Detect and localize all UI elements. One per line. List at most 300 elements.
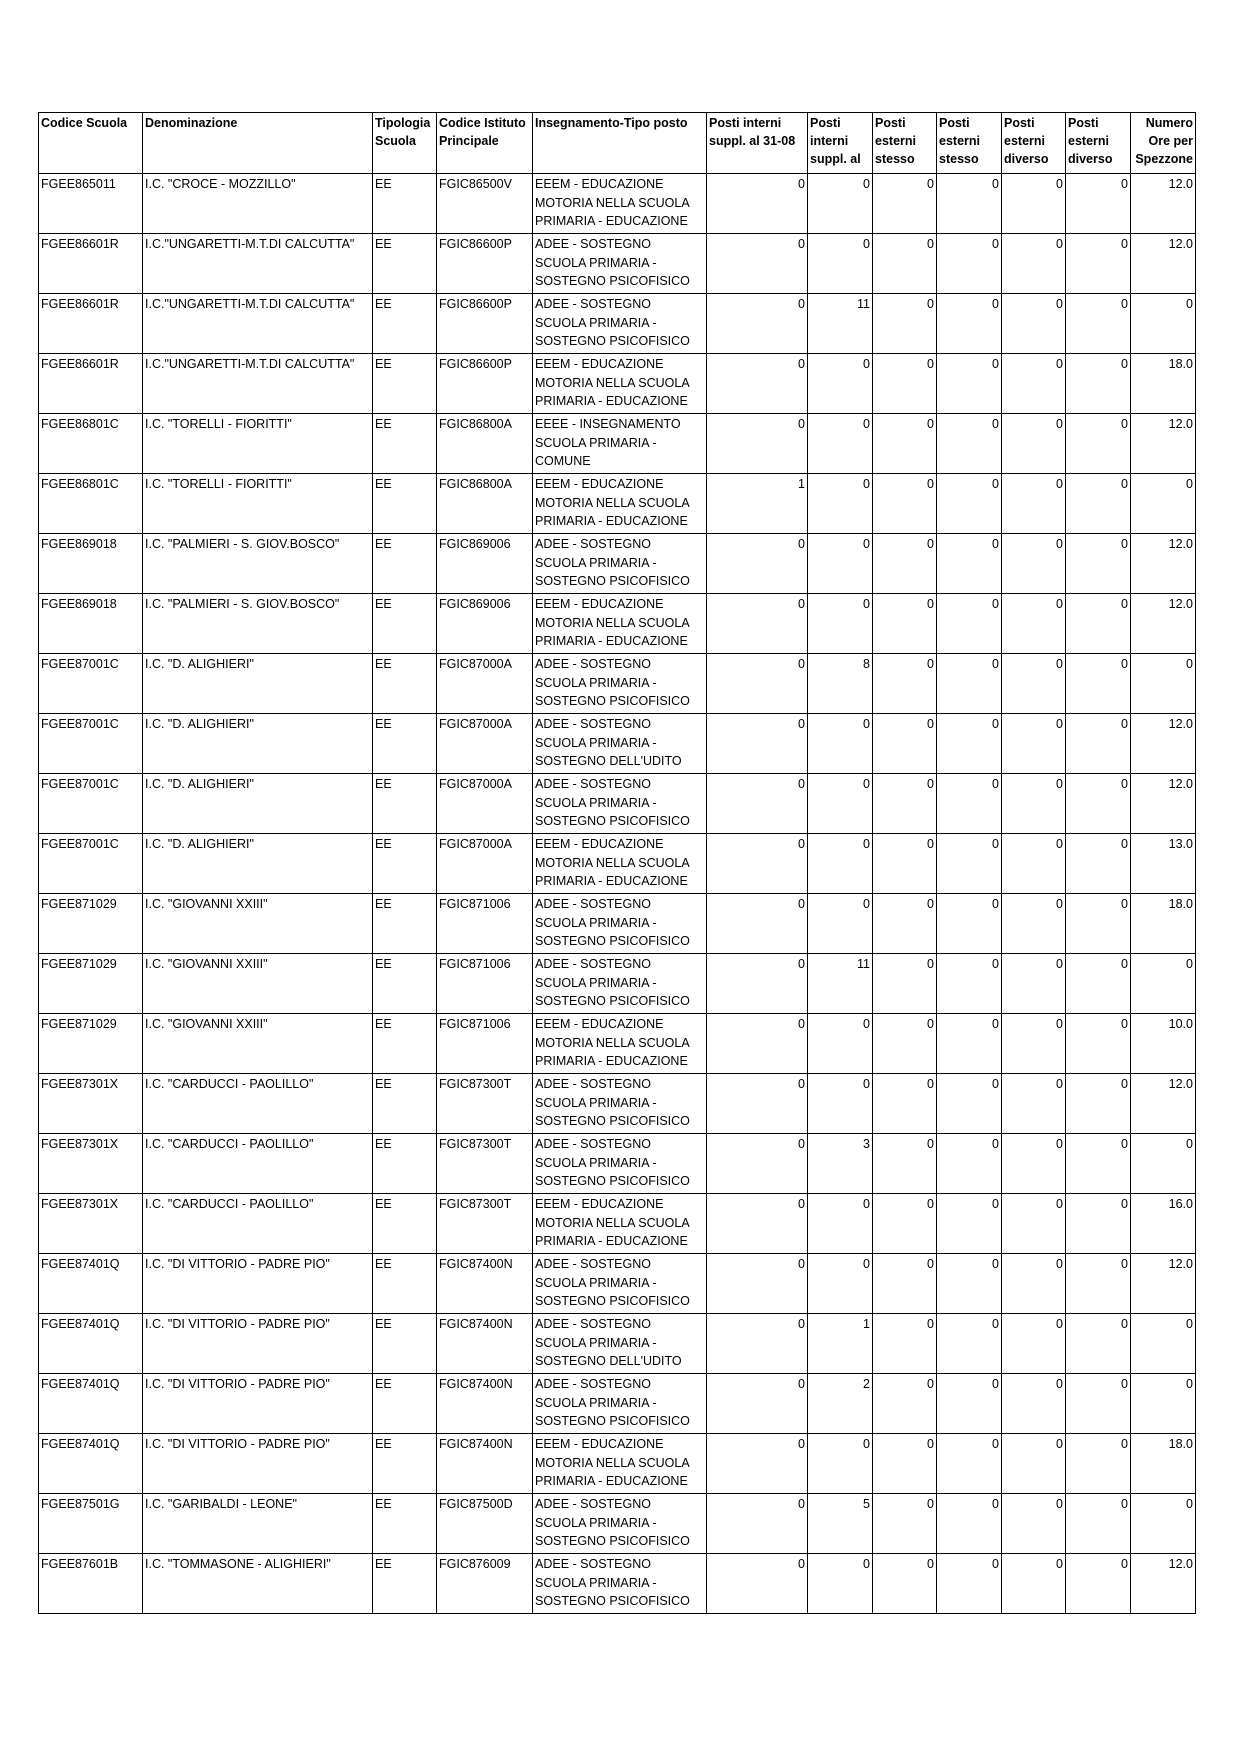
cell-codice-istituto: FGIC871006 — [437, 1014, 533, 1074]
table-row — [39, 1194, 1196, 1254]
cell-posti-interni-3108: 0 — [707, 354, 808, 414]
cell-posti-esterni-diverso-1: 0 — [1002, 474, 1066, 534]
cell-posti-esterni-stesso-2: 0 — [937, 894, 1002, 954]
cell-codice-scuola: FGEE865011 — [39, 174, 143, 234]
cell-posti-esterni-stesso-1: 0 — [873, 414, 937, 474]
table-row — [39, 354, 1196, 414]
cell-posti-esterni-diverso-2: 0 — [1066, 594, 1131, 654]
cell-posti-interni-3108: 0 — [707, 1314, 808, 1374]
cell-numero-ore: 0 — [1131, 1494, 1196, 1554]
cell-posti-esterni-diverso-1: 0 — [1002, 1494, 1066, 1554]
cell-posti-esterni-stesso-2: 0 — [937, 714, 1002, 774]
cell-posti-esterni-diverso-2: 0 — [1066, 1374, 1131, 1434]
cell-posti-esterni-stesso-2: 0 — [937, 474, 1002, 534]
cell-posti-esterni-diverso-2: 0 — [1066, 654, 1131, 714]
cell-posti-esterni-stesso-2: 0 — [937, 594, 1002, 654]
cell-posti-esterni-stesso-1: 0 — [873, 714, 937, 774]
cell-posti-interni-3108: 0 — [707, 774, 808, 834]
cell-posti-interni-3108: 0 — [707, 174, 808, 234]
cell-posti-esterni-diverso-2: 0 — [1066, 354, 1131, 414]
cell-posti-esterni-diverso-2: 0 — [1066, 1494, 1131, 1554]
cell-posti-interni-3108: 0 — [707, 894, 808, 954]
table-row — [39, 1434, 1196, 1494]
cell-codice-scuola: FGEE87001C — [39, 654, 143, 714]
cell-denominazione: I.C. "PALMIERI - S. GIOV.BOSCO" — [143, 534, 373, 594]
cell-insegnamento: EEEM - EDUCAZIONE MOTORIA NELLA SCUOLA PRIMARIA - EDUCAZIONE — [533, 174, 707, 234]
table-row — [39, 1134, 1196, 1194]
cell-posti-esterni-stesso-2: 0 — [937, 294, 1002, 354]
cell-numero-ore: 12.0 — [1131, 1074, 1196, 1134]
cell-posti-esterni-stesso-2: 0 — [937, 534, 1002, 594]
cell-tipologia: EE — [373, 774, 437, 834]
cell-numero-ore: 16.0 — [1131, 1194, 1196, 1254]
cell-insegnamento: ADEE - SOSTEGNO SCUOLA PRIMARIA - SOSTEGNO DELL'UDITO — [533, 714, 707, 774]
cell-tipologia: EE — [373, 474, 437, 534]
cell-posti-interni: 0 — [808, 354, 873, 414]
header-row — [39, 113, 1196, 174]
cell-codice-scuola: FGEE86601R — [39, 294, 143, 354]
cell-posti-esterni-diverso-1: 0 — [1002, 294, 1066, 354]
column-header-posti-esterni-diverso-1: Posti esterni diverso — [1002, 113, 1066, 174]
cell-numero-ore: 18.0 — [1131, 894, 1196, 954]
cell-denominazione: I.C. "CARDUCCI - PAOLILLO" — [143, 1194, 373, 1254]
cell-insegnamento: ADEE - SOSTEGNO SCUOLA PRIMARIA - SOSTEGNO PSICOFISICO — [533, 954, 707, 1014]
cell-posti-esterni-diverso-1: 0 — [1002, 774, 1066, 834]
table-row — [39, 1374, 1196, 1434]
cell-posti-interni: 5 — [808, 1494, 873, 1554]
cell-numero-ore: 0 — [1131, 654, 1196, 714]
cell-posti-interni: 0 — [808, 894, 873, 954]
cell-posti-esterni-diverso-2: 0 — [1066, 1254, 1131, 1314]
cell-posti-esterni-diverso-1: 0 — [1002, 1374, 1066, 1434]
cell-posti-esterni-stesso-2: 0 — [937, 1494, 1002, 1554]
table-row — [39, 1494, 1196, 1554]
cell-posti-esterni-diverso-1: 0 — [1002, 1254, 1066, 1314]
cell-posti-interni: 3 — [808, 1134, 873, 1194]
cell-denominazione: I.C. "TORELLI - FIORITTI" — [143, 414, 373, 474]
cell-codice-istituto: FGIC87300T — [437, 1134, 533, 1194]
cell-tipologia: EE — [373, 174, 437, 234]
cell-posti-esterni-diverso-1: 0 — [1002, 1134, 1066, 1194]
cell-tipologia: EE — [373, 1374, 437, 1434]
cell-posti-interni: 0 — [808, 414, 873, 474]
cell-posti-esterni-diverso-1: 0 — [1002, 1194, 1066, 1254]
cell-codice-scuola: FGEE87301X — [39, 1134, 143, 1194]
cell-posti-interni-3108: 0 — [707, 714, 808, 774]
cell-posti-interni-3108: 0 — [707, 294, 808, 354]
cell-posti-esterni-stesso-1: 0 — [873, 1554, 937, 1614]
cell-numero-ore: 12.0 — [1131, 174, 1196, 234]
cell-posti-esterni-stesso-1: 0 — [873, 354, 937, 414]
cell-posti-esterni-diverso-2: 0 — [1066, 894, 1131, 954]
cell-posti-esterni-stesso-1: 0 — [873, 954, 937, 1014]
positions-table — [38, 112, 1196, 1614]
cell-numero-ore: 10.0 — [1131, 1014, 1196, 1074]
table-row — [39, 834, 1196, 894]
cell-denominazione: I.C. "TORELLI - FIORITTI" — [143, 474, 373, 534]
cell-numero-ore: 18.0 — [1131, 354, 1196, 414]
cell-posti-esterni-diverso-2: 0 — [1066, 1554, 1131, 1614]
cell-insegnamento: EEEE - INSEGNAMENTO SCUOLA PRIMARIA - COMUNE — [533, 414, 707, 474]
cell-posti-esterni-diverso-1: 0 — [1002, 1074, 1066, 1134]
table-row — [39, 1254, 1196, 1314]
cell-codice-scuola: FGEE869018 — [39, 594, 143, 654]
cell-posti-esterni-diverso-1: 0 — [1002, 1314, 1066, 1374]
cell-posti-esterni-diverso-2: 0 — [1066, 234, 1131, 294]
cell-insegnamento: EEEM - EDUCAZIONE MOTORIA NELLA SCUOLA PRIMARIA - EDUCAZIONE — [533, 354, 707, 414]
cell-denominazione: I.C. "DI VITTORIO - PADRE PIO" — [143, 1374, 373, 1434]
cell-posti-esterni-stesso-2: 0 — [937, 414, 1002, 474]
cell-posti-esterni-stesso-2: 0 — [937, 1254, 1002, 1314]
cell-insegnamento: EEEM - EDUCAZIONE MOTORIA NELLA SCUOLA PRIMARIA - EDUCAZIONE — [533, 1434, 707, 1494]
cell-posti-interni-3108: 1 — [707, 474, 808, 534]
cell-tipologia: EE — [373, 654, 437, 714]
table-row — [39, 534, 1196, 594]
cell-posti-interni: 8 — [808, 654, 873, 714]
cell-numero-ore: 13.0 — [1131, 834, 1196, 894]
cell-posti-esterni-stesso-2: 0 — [937, 1134, 1002, 1194]
cell-tipologia: EE — [373, 1494, 437, 1554]
cell-insegnamento: ADEE - SOSTEGNO SCUOLA PRIMARIA - SOSTEGNO PSICOFISICO — [533, 1494, 707, 1554]
cell-posti-esterni-diverso-1: 0 — [1002, 894, 1066, 954]
cell-insegnamento: ADEE - SOSTEGNO SCUOLA PRIMARIA - SOSTEGNO PSICOFISICO — [533, 1074, 707, 1134]
cell-codice-scuola: FGEE87501G — [39, 1494, 143, 1554]
cell-tipologia: EE — [373, 1554, 437, 1614]
cell-tipologia: EE — [373, 234, 437, 294]
cell-denominazione: I.C. "D. ALIGHIERI" — [143, 774, 373, 834]
cell-codice-istituto: FGIC87400N — [437, 1314, 533, 1374]
cell-codice-istituto: FGIC87000A — [437, 774, 533, 834]
cell-denominazione: I.C. "GIOVANNI XXIII" — [143, 894, 373, 954]
cell-posti-interni: 0 — [808, 534, 873, 594]
cell-posti-esterni-stesso-2: 0 — [937, 1554, 1002, 1614]
cell-denominazione: I.C. "CROCE - MOZZILLO" — [143, 174, 373, 234]
cell-numero-ore: 12.0 — [1131, 1554, 1196, 1614]
cell-posti-esterni-diverso-2: 0 — [1066, 1434, 1131, 1494]
cell-posti-esterni-diverso-2: 0 — [1066, 1314, 1131, 1374]
cell-codice-istituto: FGIC86800A — [437, 414, 533, 474]
cell-posti-esterni-stesso-2: 0 — [937, 954, 1002, 1014]
cell-denominazione: I.C."UNGARETTI-M.T.DI CALCUTTA" — [143, 294, 373, 354]
cell-posti-esterni-stesso-2: 0 — [937, 774, 1002, 834]
column-header-denominazione: Denominazione — [143, 113, 373, 174]
cell-codice-istituto: FGIC869006 — [437, 534, 533, 594]
column-header-codice-scuola: Codice Scuola — [39, 113, 143, 174]
cell-numero-ore: 12.0 — [1131, 234, 1196, 294]
cell-numero-ore: 12.0 — [1131, 594, 1196, 654]
cell-posti-esterni-stesso-2: 0 — [937, 1014, 1002, 1074]
cell-posti-interni: 11 — [808, 294, 873, 354]
cell-posti-esterni-diverso-1: 0 — [1002, 1554, 1066, 1614]
cell-tipologia: EE — [373, 1314, 437, 1374]
cell-posti-esterni-stesso-1: 0 — [873, 294, 937, 354]
cell-posti-esterni-diverso-1: 0 — [1002, 714, 1066, 774]
cell-posti-interni-3108: 0 — [707, 1434, 808, 1494]
table-row — [39, 234, 1196, 294]
cell-insegnamento: ADEE - SOSTEGNO SCUOLA PRIMARIA - SOSTEGNO PSICOFISICO — [533, 294, 707, 354]
cell-denominazione: I.C."UNGARETTI-M.T.DI CALCUTTA" — [143, 234, 373, 294]
cell-posti-interni: 0 — [808, 1074, 873, 1134]
cell-numero-ore: 12.0 — [1131, 1254, 1196, 1314]
cell-posti-esterni-diverso-1: 0 — [1002, 354, 1066, 414]
cell-numero-ore: 12.0 — [1131, 714, 1196, 774]
cell-denominazione: I.C. "DI VITTORIO - PADRE PIO" — [143, 1254, 373, 1314]
cell-posti-esterni-stesso-2: 0 — [937, 1374, 1002, 1434]
cell-insegnamento: ADEE - SOSTEGNO SCUOLA PRIMARIA - SOSTEGNO PSICOFISICO — [533, 1134, 707, 1194]
cell-numero-ore: 12.0 — [1131, 414, 1196, 474]
cell-denominazione: I.C. "TOMMASONE - ALIGHIERI" — [143, 1554, 373, 1614]
cell-codice-scuola: FGEE871029 — [39, 954, 143, 1014]
cell-tipologia: EE — [373, 894, 437, 954]
cell-tipologia: EE — [373, 534, 437, 594]
cell-posti-interni-3108: 0 — [707, 1374, 808, 1434]
cell-codice-istituto: FGIC86800A — [437, 474, 533, 534]
cell-posti-interni-3108: 0 — [707, 1494, 808, 1554]
cell-tipologia: EE — [373, 594, 437, 654]
cell-posti-interni: 0 — [808, 1254, 873, 1314]
cell-posti-esterni-stesso-2: 0 — [937, 354, 1002, 414]
cell-insegnamento: EEEM - EDUCAZIONE MOTORIA NELLA SCUOLA PRIMARIA - EDUCAZIONE — [533, 1014, 707, 1074]
cell-posti-esterni-diverso-1: 0 — [1002, 834, 1066, 894]
cell-posti-esterni-stesso-1: 0 — [873, 834, 937, 894]
cell-insegnamento: EEEM - EDUCAZIONE MOTORIA NELLA SCUOLA PRIMARIA - EDUCAZIONE — [533, 834, 707, 894]
column-header-posti-esterni-stesso-1: Posti esterni stesso — [873, 113, 937, 174]
cell-numero-ore: 0 — [1131, 1374, 1196, 1434]
cell-posti-esterni-stesso-1: 0 — [873, 1254, 937, 1314]
cell-tipologia: EE — [373, 1254, 437, 1314]
cell-posti-esterni-stesso-1: 0 — [873, 1434, 937, 1494]
cell-posti-interni-3108: 0 — [707, 1194, 808, 1254]
cell-posti-interni-3108: 0 — [707, 1014, 808, 1074]
cell-posti-esterni-stesso-2: 0 — [937, 654, 1002, 714]
cell-codice-scuola: FGEE87001C — [39, 774, 143, 834]
cell-posti-interni-3108: 0 — [707, 1134, 808, 1194]
cell-insegnamento: ADEE - SOSTEGNO SCUOLA PRIMARIA - SOSTEGNO PSICOFISICO — [533, 654, 707, 714]
cell-insegnamento: ADEE - SOSTEGNO SCUOLA PRIMARIA - SOSTEGNO PSICOFISICO — [533, 894, 707, 954]
cell-insegnamento: EEEM - EDUCAZIONE MOTORIA NELLA SCUOLA PRIMARIA - EDUCAZIONE — [533, 594, 707, 654]
cell-denominazione: I.C. "CARDUCCI - PAOLILLO" — [143, 1134, 373, 1194]
cell-tipologia: EE — [373, 294, 437, 354]
cell-codice-scuola: FGEE86801C — [39, 474, 143, 534]
cell-posti-esterni-stesso-1: 0 — [873, 654, 937, 714]
cell-codice-istituto: FGIC86600P — [437, 294, 533, 354]
cell-posti-esterni-stesso-2: 0 — [937, 1074, 1002, 1134]
cell-tipologia: EE — [373, 714, 437, 774]
cell-codice-istituto: FGIC87000A — [437, 714, 533, 774]
cell-posti-esterni-stesso-1: 0 — [873, 474, 937, 534]
cell-numero-ore: 12.0 — [1131, 534, 1196, 594]
cell-posti-esterni-diverso-1: 0 — [1002, 234, 1066, 294]
cell-posti-esterni-diverso-2: 0 — [1066, 834, 1131, 894]
cell-codice-scuola: FGEE87001C — [39, 714, 143, 774]
cell-posti-interni: 0 — [808, 1554, 873, 1614]
cell-codice-istituto: FGIC87000A — [437, 654, 533, 714]
cell-numero-ore: 0 — [1131, 1314, 1196, 1374]
cell-codice-istituto: FGIC87400N — [437, 1374, 533, 1434]
cell-insegnamento: ADEE - SOSTEGNO SCUOLA PRIMARIA - SOSTEGNO DELL'UDITO — [533, 1314, 707, 1374]
cell-posti-esterni-stesso-1: 0 — [873, 774, 937, 834]
cell-posti-esterni-stesso-1: 0 — [873, 1014, 937, 1074]
cell-codice-istituto: FGIC869006 — [437, 594, 533, 654]
cell-codice-scuola: FGEE86601R — [39, 234, 143, 294]
cell-posti-esterni-diverso-1: 0 — [1002, 954, 1066, 1014]
column-header-posti-interni-3108: Posti interni suppl. al 31-08 — [707, 113, 808, 174]
table-row — [39, 894, 1196, 954]
cell-posti-interni-3108: 0 — [707, 954, 808, 1014]
cell-posti-interni-3108: 0 — [707, 1554, 808, 1614]
cell-posti-interni: 0 — [808, 594, 873, 654]
cell-posti-esterni-stesso-1: 0 — [873, 594, 937, 654]
table-row — [39, 954, 1196, 1014]
cell-codice-istituto: FGIC86600P — [437, 354, 533, 414]
cell-codice-scuola: FGEE871029 — [39, 894, 143, 954]
column-header-tipologia-scuola: Tipologia Scuola — [373, 113, 437, 174]
table-row — [39, 594, 1196, 654]
cell-posti-interni: 0 — [808, 714, 873, 774]
table-row — [39, 714, 1196, 774]
cell-codice-scuola: FGEE86801C — [39, 414, 143, 474]
cell-posti-esterni-diverso-2: 0 — [1066, 294, 1131, 354]
cell-codice-istituto: FGIC87000A — [437, 834, 533, 894]
cell-numero-ore: 0 — [1131, 474, 1196, 534]
cell-numero-ore: 0 — [1131, 954, 1196, 1014]
cell-codice-scuola: FGEE87401Q — [39, 1374, 143, 1434]
cell-denominazione: I.C. "D. ALIGHIERI" — [143, 654, 373, 714]
cell-posti-interni: 0 — [808, 174, 873, 234]
cell-codice-scuola: FGEE87401Q — [39, 1434, 143, 1494]
cell-codice-scuola: FGEE87001C — [39, 834, 143, 894]
column-header-posti-esterni-diverso-2: Posti esterni diverso — [1066, 113, 1131, 174]
cell-posti-esterni-stesso-1: 0 — [873, 1074, 937, 1134]
cell-posti-interni-3108: 0 — [707, 414, 808, 474]
cell-posti-interni: 0 — [808, 1434, 873, 1494]
cell-codice-istituto: FGIC87400N — [437, 1434, 533, 1494]
column-header-insegnamento: Insegnamento-Tipo posto — [533, 113, 707, 174]
cell-numero-ore: 0 — [1131, 1134, 1196, 1194]
cell-posti-esterni-stesso-1: 0 — [873, 1134, 937, 1194]
cell-posti-interni-3108: 0 — [707, 654, 808, 714]
cell-posti-esterni-stesso-1: 0 — [873, 1194, 937, 1254]
cell-posti-esterni-diverso-2: 0 — [1066, 714, 1131, 774]
cell-posti-interni-3108: 0 — [707, 234, 808, 294]
cell-posti-interni-3108: 0 — [707, 534, 808, 594]
cell-codice-istituto: FGIC87300T — [437, 1194, 533, 1254]
column-header-posti-interni: Posti interni suppl. al — [808, 113, 873, 174]
cell-posti-esterni-diverso-2: 0 — [1066, 174, 1131, 234]
cell-posti-esterni-diverso-1: 0 — [1002, 1434, 1066, 1494]
cell-posti-esterni-stesso-1: 0 — [873, 1494, 937, 1554]
cell-denominazione: I.C. "GIOVANNI XXIII" — [143, 954, 373, 1014]
cell-posti-esterni-stesso-2: 0 — [937, 174, 1002, 234]
cell-insegnamento: ADEE - SOSTEGNO SCUOLA PRIMARIA - SOSTEGNO PSICOFISICO — [533, 1374, 707, 1434]
cell-codice-istituto: FGIC871006 — [437, 954, 533, 1014]
cell-posti-esterni-stesso-1: 0 — [873, 174, 937, 234]
cell-posti-interni: 2 — [808, 1374, 873, 1434]
cell-numero-ore: 12.0 — [1131, 774, 1196, 834]
cell-insegnamento: EEEM - EDUCAZIONE MOTORIA NELLA SCUOLA PRIMARIA - EDUCAZIONE — [533, 474, 707, 534]
cell-codice-istituto: FGIC87500D — [437, 1494, 533, 1554]
cell-numero-ore: 0 — [1131, 294, 1196, 354]
column-header-numero-ore: Numero Ore per Spezzone — [1131, 113, 1196, 174]
cell-codice-istituto: FGIC86600P — [437, 234, 533, 294]
cell-posti-esterni-diverso-2: 0 — [1066, 1134, 1131, 1194]
cell-posti-interni: 11 — [808, 954, 873, 1014]
cell-posti-esterni-diverso-1: 0 — [1002, 594, 1066, 654]
table-row — [39, 1554, 1196, 1614]
cell-codice-scuola: FGEE87401Q — [39, 1314, 143, 1374]
cell-posti-esterni-stesso-2: 0 — [937, 234, 1002, 294]
cell-insegnamento: ADEE - SOSTEGNO SCUOLA PRIMARIA - SOSTEGNO PSICOFISICO — [533, 1254, 707, 1314]
cell-insegnamento: ADEE - SOSTEGNO SCUOLA PRIMARIA - SOSTEGNO PSICOFISICO — [533, 1554, 707, 1614]
cell-tipologia: EE — [373, 354, 437, 414]
cell-posti-interni: 0 — [808, 474, 873, 534]
cell-denominazione: I.C. "GIOVANNI XXIII" — [143, 1014, 373, 1074]
cell-denominazione: I.C. "CARDUCCI - PAOLILLO" — [143, 1074, 373, 1134]
table-row — [39, 414, 1196, 474]
cell-insegnamento: ADEE - SOSTEGNO SCUOLA PRIMARIA - SOSTEGNO PSICOFISICO — [533, 774, 707, 834]
cell-posti-esterni-diverso-1: 0 — [1002, 1014, 1066, 1074]
cell-tipologia: EE — [373, 1014, 437, 1074]
table-row — [39, 1074, 1196, 1134]
cell-codice-scuola: FGEE869018 — [39, 534, 143, 594]
cell-tipologia: EE — [373, 414, 437, 474]
cell-posti-esterni-stesso-2: 0 — [937, 1434, 1002, 1494]
table-row — [39, 474, 1196, 534]
cell-codice-istituto: FGIC87300T — [437, 1074, 533, 1134]
cell-denominazione: I.C. "PALMIERI - S. GIOV.BOSCO" — [143, 594, 373, 654]
cell-posti-esterni-diverso-1: 0 — [1002, 174, 1066, 234]
cell-tipologia: EE — [373, 1134, 437, 1194]
cell-posti-esterni-diverso-1: 0 — [1002, 414, 1066, 474]
cell-insegnamento: ADEE - SOSTEGNO SCUOLA PRIMARIA - SOSTEGNO PSICOFISICO — [533, 234, 707, 294]
cell-posti-esterni-diverso-2: 0 — [1066, 1194, 1131, 1254]
cell-posti-esterni-diverso-2: 0 — [1066, 1014, 1131, 1074]
cell-posti-esterni-stesso-2: 0 — [937, 1194, 1002, 1254]
cell-posti-interni-3108: 0 — [707, 594, 808, 654]
table-row — [39, 294, 1196, 354]
column-header-posti-esterni-stesso-2: Posti esterni stesso — [937, 113, 1002, 174]
cell-posti-esterni-diverso-2: 0 — [1066, 1074, 1131, 1134]
cell-posti-interni-3108: 0 — [707, 1254, 808, 1314]
cell-posti-interni: 0 — [808, 1014, 873, 1074]
cell-posti-interni: 0 — [808, 234, 873, 294]
cell-posti-esterni-stesso-1: 0 — [873, 1314, 937, 1374]
cell-tipologia: EE — [373, 834, 437, 894]
cell-tipologia: EE — [373, 1074, 437, 1134]
cell-insegnamento: ADEE - SOSTEGNO SCUOLA PRIMARIA - SOSTEGNO PSICOFISICO — [533, 534, 707, 594]
cell-codice-istituto: FGIC871006 — [437, 894, 533, 954]
cell-tipologia: EE — [373, 1434, 437, 1494]
cell-posti-esterni-diverso-1: 0 — [1002, 654, 1066, 714]
cell-codice-istituto: FGIC86500V — [437, 174, 533, 234]
cell-posti-esterni-stesso-2: 0 — [937, 834, 1002, 894]
table-row — [39, 774, 1196, 834]
table-row — [39, 1014, 1196, 1074]
cell-tipologia: EE — [373, 1194, 437, 1254]
cell-codice-scuola: FGEE87601B — [39, 1554, 143, 1614]
table-body — [39, 174, 1196, 1614]
cell-posti-interni: 0 — [808, 774, 873, 834]
cell-posti-interni-3108: 0 — [707, 1074, 808, 1134]
table-row — [39, 174, 1196, 234]
cell-numero-ore: 18.0 — [1131, 1434, 1196, 1494]
cell-codice-scuola: FGEE86601R — [39, 354, 143, 414]
cell-codice-scuola: FGEE87301X — [39, 1074, 143, 1134]
cell-posti-esterni-stesso-1: 0 — [873, 534, 937, 594]
table-row — [39, 654, 1196, 714]
cell-codice-istituto: FGIC87400N — [437, 1254, 533, 1314]
cell-posti-esterni-stesso-1: 0 — [873, 1374, 937, 1434]
